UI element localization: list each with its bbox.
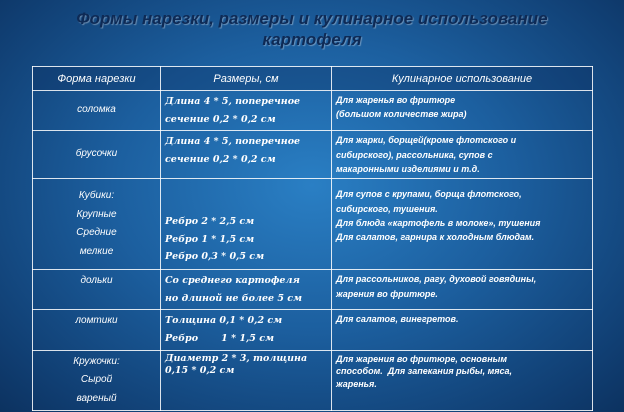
cut-form: Кружочки: [73,355,120,367]
cut-form-cell [33,91,161,131]
cut-size: Со среднего картофеля [165,275,300,287]
cut-use: Для жарения во фритюре, основным [336,353,507,364]
cut-form-cell [33,350,161,411]
cut-size: Ребро 2 * 2,5 см [165,216,255,228]
cut-form: брусочки [75,148,118,160]
cut-form: Крупные [76,208,117,220]
cut-size: Толщина 0,1 * 0,2 см [165,315,283,327]
cut-size-cell [161,310,332,350]
table-row [33,350,593,411]
cut-use: сибирского, тушения. [336,203,438,214]
cut-form-cell [33,131,161,179]
cut-form: соломка [77,104,116,116]
cut-use-cell [332,350,593,411]
table-header-row [33,67,593,91]
header-use: Кулинарное использование [332,67,593,91]
cut-form-cell [33,270,161,310]
header-form: Форма нарезки [33,67,161,91]
cut-form: ломтики [75,315,118,327]
cut-use: Для салатов, винегретов. [336,314,459,325]
cut-use: жарения во фритюре. [336,288,438,299]
table-row [33,131,593,179]
cut-use-cell [332,91,593,131]
cut-form: Кубики: [78,190,115,202]
title-line-1: Формы нарезки, размеры и кулинарное использование [76,9,548,28]
header-size: Размеры, см [161,67,332,91]
cut-size-cell [161,131,332,179]
table-row [33,91,593,131]
cut-size: Длина 4 * 5, поперечное [165,136,301,148]
cut-use: способом. Для запекания рыбы, мяса, [336,366,513,377]
cut-size: сечение 0,2 * 0,2 см [165,153,276,165]
cut-size: Диаметр 2 * 3, толщина [165,352,308,364]
cut-size-cell [161,91,332,131]
cut-use-cell [332,131,593,179]
cut-form: Средние [76,227,117,239]
cut-use-cell [332,270,593,310]
cut-size: Ребро 1 * 1,5 см [165,233,255,245]
cut-size: Длина 4 * 5, поперечное [165,96,301,107]
cut-use: макаронными изделиями и т.д. [336,163,480,174]
cut-use: Для салатов, гарнира к холодным блюдам. [336,232,535,243]
cut-size: но длиной не более 5 см [165,292,303,304]
cut-size-cell [161,179,332,270]
cut-form: мелкие [79,245,114,257]
cut-size-cell [161,270,332,310]
cut-form: Сырой [80,374,113,386]
cut-use: Для рассольников, рагу, духовой говядины, [336,274,537,285]
potato-cuts-table [32,66,593,411]
cut-size: сечение 0,2 * 0,2 см [165,113,276,125]
cut-size-cell [161,350,332,411]
table-row [33,179,593,270]
table-row [33,310,593,350]
title-line-2: картофеля [262,30,362,49]
cut-use-cell [332,179,593,270]
cut-use: жаренья. [336,378,377,389]
cut-form-cell [33,310,161,350]
slide-title [0,8,624,50]
cut-use: сибирского), рассольника, супов с [336,149,493,160]
cut-use-cell [332,310,593,350]
table-row [33,270,593,310]
cut-form-cell [33,179,161,270]
cut-use: Для блюда «картофель в молоке», тушения [336,218,541,229]
cut-form: дольки [80,275,113,287]
cut-size: Ребро 1 * 1,5 см [165,332,275,344]
cut-form: вареный [76,392,117,404]
cut-use: Для жарки, борщей(кроме флотского и [336,135,517,146]
cut-use: (большом количестве жира) [336,109,467,120]
cut-use: Для супов с крупами, борща флотского, [336,189,522,200]
cut-use: Для жаренья во фритюре [336,95,456,105]
cut-size: 0,15 * 0,2 см [165,365,235,377]
cut-size: Ребро 0,3 * 0,5 см [165,251,265,263]
